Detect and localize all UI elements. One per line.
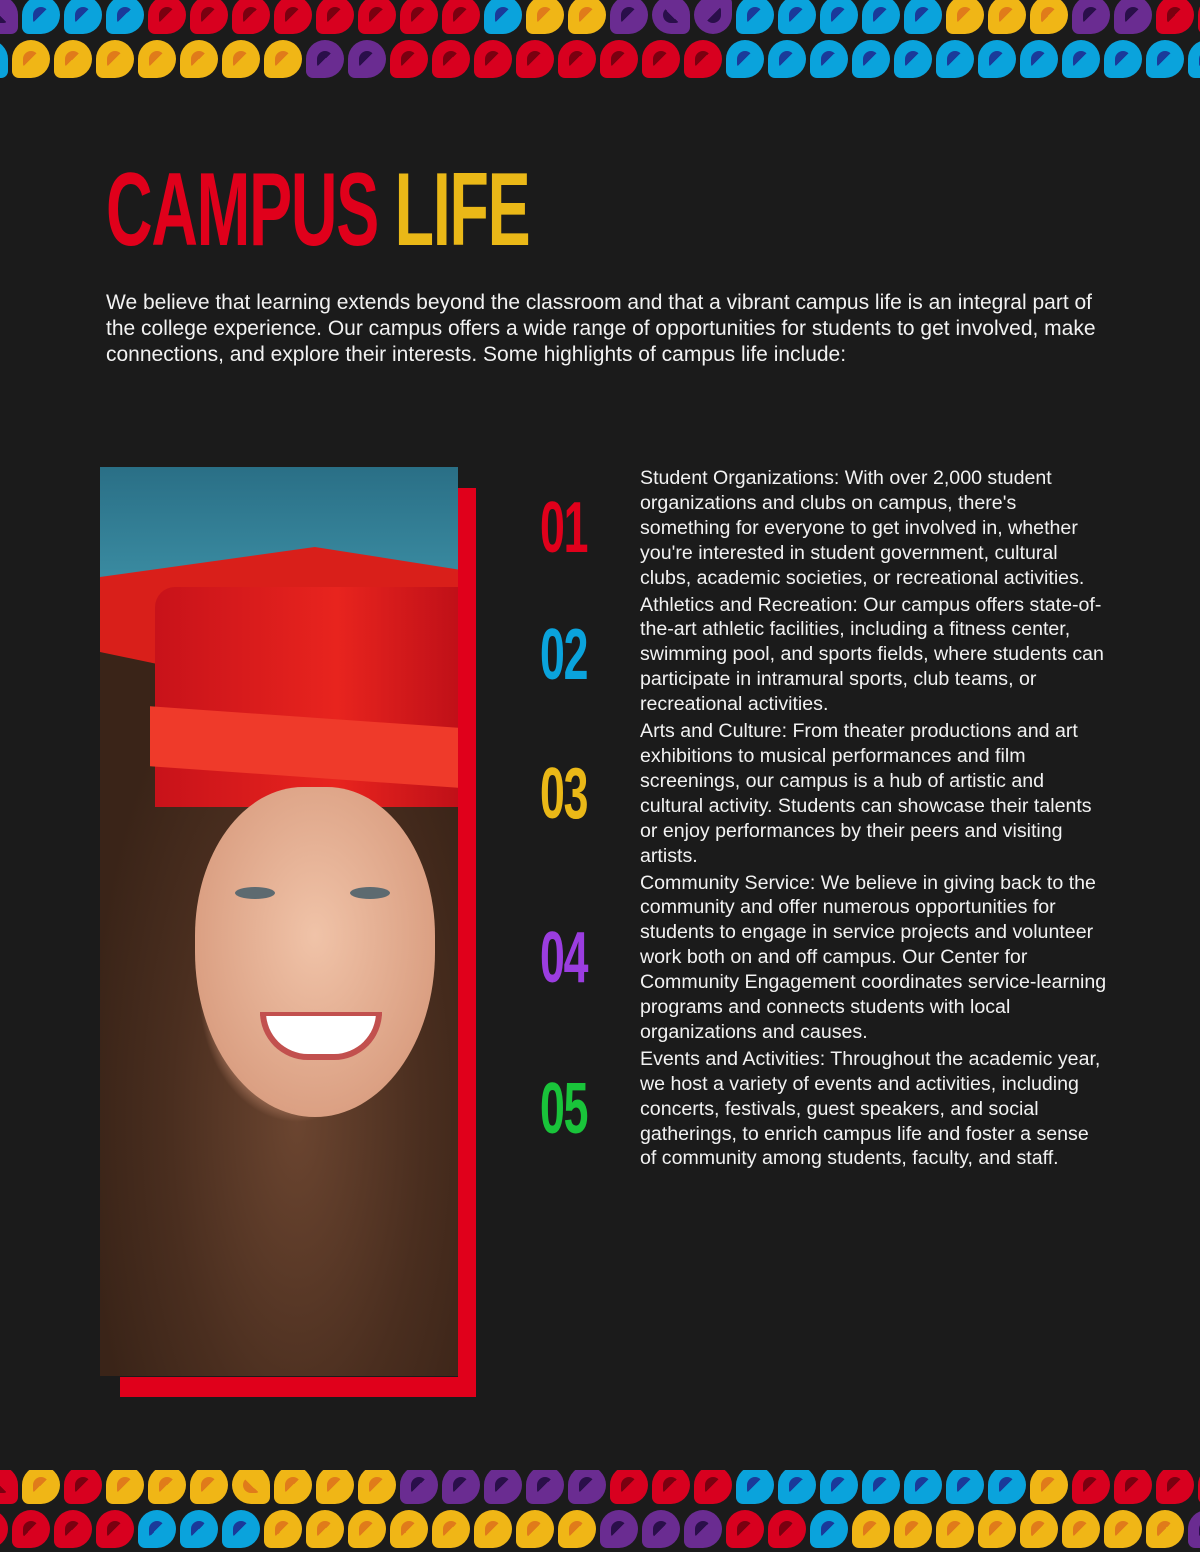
pattern-leaf-tile — [946, 0, 984, 34]
pattern-leaf-tile — [904, 0, 942, 34]
pattern-leaf-tile — [568, 0, 606, 34]
pattern-leaf-tile — [936, 40, 974, 78]
pattern-leaf-tile — [1030, 1470, 1068, 1504]
pattern-leaf-tile — [736, 1470, 774, 1504]
pattern-leaf-tile — [1104, 40, 1142, 78]
pattern-leaf-tile — [106, 1470, 144, 1504]
pattern-leaf-tile — [442, 0, 480, 34]
pattern-leaf-tile — [1114, 0, 1152, 34]
pattern-leaf-tile — [810, 1510, 848, 1548]
pattern-leaf-tile — [0, 1510, 8, 1548]
pattern-leaf-tile — [810, 40, 848, 78]
item-number: 04 — [540, 917, 588, 998]
pattern-leaf-tile — [432, 40, 470, 78]
list-item — [540, 719, 1120, 868]
pattern-leaf-tile — [1156, 1470, 1194, 1504]
pattern-leaf-tile — [0, 40, 8, 78]
pattern-leaf-tile — [348, 1510, 386, 1548]
pattern-leaf-tile — [736, 0, 774, 34]
pattern-leaf-tile — [852, 1510, 890, 1548]
pattern-leaf-tile — [778, 0, 816, 34]
decorative-pattern-bottom — [0, 1470, 1200, 1552]
pattern-leaf-tile — [820, 0, 858, 34]
pattern-leaf-tile — [600, 40, 638, 78]
pattern-leaf-tile — [400, 1470, 438, 1504]
pattern-leaf-tile — [64, 1470, 102, 1504]
pattern-leaf-tile — [946, 1470, 984, 1504]
pattern-leaf-tile — [138, 40, 176, 78]
pattern-leaf-tile — [694, 1470, 732, 1504]
pattern-leaf-tile — [180, 1510, 218, 1548]
pattern-leaf-tile — [22, 0, 60, 34]
pattern-leaf-tile — [526, 1470, 564, 1504]
pattern-leaf-tile — [232, 1470, 270, 1504]
pattern-leaf-tile — [726, 1510, 764, 1548]
pattern-leaf-tile — [600, 1510, 638, 1548]
pattern-leaf-tile — [684, 1510, 722, 1548]
pattern-leaf-tile — [222, 1510, 260, 1548]
pattern-leaf-tile — [610, 1470, 648, 1504]
pattern-leaf-tile — [904, 1470, 942, 1504]
pattern-leaf-tile — [684, 40, 722, 78]
pattern-leaf-tile — [0, 0, 18, 34]
item-number: 02 — [540, 614, 588, 695]
pattern-leaf-tile — [54, 40, 92, 78]
pattern-leaf-tile — [1062, 40, 1100, 78]
pattern-leaf-tile — [1146, 1510, 1184, 1548]
pattern-leaf-tile — [1188, 40, 1200, 78]
pattern-leaf-tile — [54, 1510, 92, 1548]
pattern-leaf-tile — [852, 40, 890, 78]
pattern-leaf-tile — [1072, 0, 1110, 34]
item-text: Athletics and Recreation: Our campus offers state-of-the-art athletic facilities, including a fitness center, swimming pool, and sports fields, where students can participate in intramural sports, club teams, or recreational activities. — [640, 593, 1104, 716]
pattern-leaf-tile — [148, 0, 186, 34]
page-title: CAMPUS LIFE — [106, 152, 530, 268]
pattern-leaf-tile — [316, 1470, 354, 1504]
pattern-leaf-tile — [474, 1510, 512, 1548]
pattern-leaf-tile — [1114, 1470, 1152, 1504]
pattern-leaf-tile — [274, 0, 312, 34]
highlights-list — [540, 466, 1120, 1173]
pattern-leaf-tile — [642, 1510, 680, 1548]
pattern-leaf-tile — [768, 40, 806, 78]
pattern-leaf-tile — [306, 40, 344, 78]
pattern-leaf-tile — [190, 0, 228, 34]
pattern-leaf-tile — [390, 1510, 428, 1548]
pattern-leaf-tile — [642, 40, 680, 78]
pattern-leaf-tile — [0, 1470, 18, 1504]
pattern-leaf-tile — [894, 40, 932, 78]
decorative-pattern-top — [0, 0, 1200, 82]
pattern-leaf-tile — [96, 40, 134, 78]
pattern-leaf-tile — [442, 1470, 480, 1504]
pattern-leaf-tile — [316, 0, 354, 34]
pattern-leaf-tile — [96, 1510, 134, 1548]
pattern-leaf-tile — [432, 1510, 470, 1548]
photo-frame-accent-bottom — [120, 1377, 476, 1397]
pattern-leaf-tile — [516, 1510, 554, 1548]
item-number: 05 — [540, 1069, 588, 1150]
item-text: Student Organizations: With over 2,000 student organizations and clubs on campus, there's something for everyone to get involved in, whether you're interested in student government, cultural clubs, academic societies, or recreational activities. — [640, 467, 1085, 589]
item-number: 03 — [540, 753, 588, 834]
photo-frame-accent — [458, 488, 476, 1397]
pattern-leaf-tile — [610, 0, 648, 34]
item-text: Events and Activities: Throughout the academic year, we host a variety of events and activities, including concerts, festivals, guest speakers, and social gatherings, to enrich campus life and foster a sense of community among students, faculty, and staff. — [640, 1047, 1101, 1170]
list-item — [540, 871, 1120, 1045]
pattern-leaf-tile — [264, 1510, 302, 1548]
graduate-photo — [100, 467, 458, 1376]
pattern-leaf-tile — [988, 1470, 1026, 1504]
list-item — [540, 593, 1120, 718]
pattern-leaf-tile — [652, 1470, 690, 1504]
pattern-leaf-tile — [180, 40, 218, 78]
list-item — [540, 1047, 1120, 1172]
pattern-leaf-tile — [978, 40, 1016, 78]
intro-paragraph: We believe that learning extends beyond the classroom and that a vibrant campus life is an integral part of the college experience. Our campus offers a wide range of opportunities for students to get involved, make connections, and explore their interests. Some highlights of campus life include: — [106, 291, 1096, 366]
pattern-leaf-tile — [12, 1510, 50, 1548]
pattern-leaf-tile — [894, 1510, 932, 1548]
pattern-leaf-tile — [1020, 1510, 1058, 1548]
pattern-leaf-tile — [862, 1470, 900, 1504]
pattern-leaf-tile — [1020, 40, 1058, 78]
pattern-leaf-tile — [694, 0, 732, 34]
pattern-leaf-tile — [348, 40, 386, 78]
pattern-leaf-tile — [22, 1470, 60, 1504]
pattern-leaf-tile — [1104, 1510, 1142, 1548]
pattern-leaf-tile — [274, 1470, 312, 1504]
pattern-leaf-tile — [232, 0, 270, 34]
pattern-leaf-tile — [484, 1470, 522, 1504]
pattern-leaf-tile — [264, 40, 302, 78]
pattern-leaf-tile — [222, 40, 260, 78]
pattern-leaf-tile — [1188, 1510, 1200, 1548]
pattern-leaf-tile — [106, 0, 144, 34]
item-number: 01 — [540, 488, 588, 569]
pattern-leaf-tile — [558, 1510, 596, 1548]
list-item — [540, 466, 1120, 591]
pattern-leaf-tile — [862, 0, 900, 34]
item-text: Arts and Culture: From theater productions and art exhibitions to musical performances and film screenings, our campus is a hub of artistic and cultural activity. Students can showcase their talents or enjoy performances by their peers and visiting artists. — [640, 720, 1092, 867]
pattern-leaf-tile — [558, 40, 596, 78]
pattern-leaf-tile — [64, 0, 102, 34]
pattern-leaf-tile — [1072, 1470, 1110, 1504]
pattern-leaf-tile — [1062, 1510, 1100, 1548]
pattern-leaf-tile — [148, 1470, 186, 1504]
pattern-leaf-tile — [778, 1470, 816, 1504]
pattern-leaf-tile — [474, 40, 512, 78]
pattern-leaf-tile — [526, 0, 564, 34]
pattern-leaf-tile — [390, 40, 428, 78]
pattern-leaf-tile — [400, 0, 438, 34]
pattern-leaf-tile — [306, 1510, 344, 1548]
pattern-leaf-tile — [568, 1470, 606, 1504]
item-text: Community Service: We believe in giving back to the community and offer numerous opportunities for students to engage in service projects and volunteer work both on and off campus. Our Center for Community Engagement coordinates service-learning programs and connects students with local organizations and causes. — [640, 871, 1107, 1043]
pattern-leaf-tile — [988, 0, 1026, 34]
pattern-leaf-tile — [820, 1470, 858, 1504]
pattern-leaf-tile — [138, 1510, 176, 1548]
pattern-leaf-tile — [484, 0, 522, 34]
pattern-leaf-tile — [1146, 40, 1184, 78]
pattern-leaf-tile — [358, 1470, 396, 1504]
pattern-leaf-tile — [768, 1510, 806, 1548]
pattern-leaf-tile — [978, 1510, 1016, 1548]
pattern-leaf-tile — [1030, 0, 1068, 34]
pattern-leaf-tile — [1156, 0, 1194, 34]
pattern-leaf-tile — [516, 40, 554, 78]
pattern-leaf-tile — [358, 0, 396, 34]
pattern-leaf-tile — [726, 40, 764, 78]
pattern-leaf-tile — [652, 0, 690, 34]
pattern-leaf-tile — [12, 40, 50, 78]
pattern-leaf-tile — [936, 1510, 974, 1548]
pattern-leaf-tile — [190, 1470, 228, 1504]
